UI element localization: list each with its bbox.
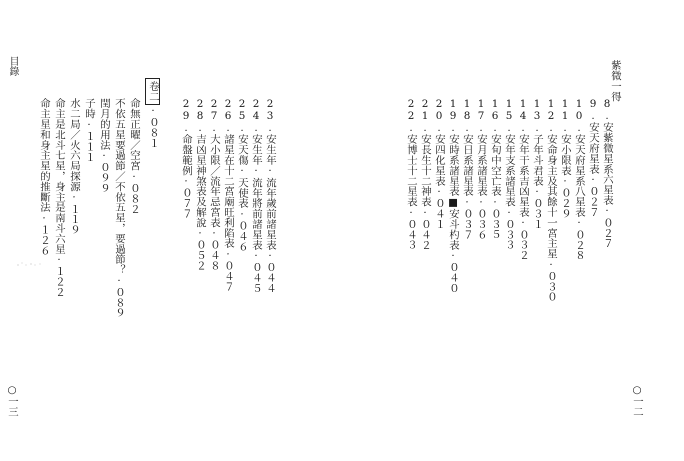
right-page-header: 紫微一得 — [609, 60, 621, 102]
toc-entry: 14.安年干系吉凶星表·０３２ — [517, 98, 529, 261]
toc-entry: 13.子年斗君表·０３１ — [531, 98, 543, 230]
topic-entry: 閏月的用法·０９９ — [98, 98, 110, 194]
toc-entry: 27.大小限／流年忌宮表·０４８ — [208, 98, 220, 271]
toc-entry: 11.安小限表·０２９ — [559, 98, 571, 219]
topic-entry: 命主星和身主星的推斷法·１２６ — [38, 98, 50, 256]
topic-entry: 不依五星要過節／不依五星，要過節？·０８９ — [113, 98, 125, 318]
left-page-number: ○一三 — [6, 384, 18, 417]
right-page-number: ○一二 — [631, 384, 643, 417]
toc-entry: 25.安天傷·天使表·０４６ — [236, 98, 248, 252]
toc-entry: 29.命盤範例·０７７ — [180, 98, 192, 219]
toc-entry: 17.安月系諸星表·０３６ — [475, 98, 487, 240]
toc-entry: 12.安命身主及其餘十一宮主星·０３０ — [545, 98, 557, 302]
toc-entry: 26.諸星在十二宮廟旺利陷表·０４７ — [222, 98, 234, 292]
toc-entry: 20.安四化星表·０４１ — [433, 98, 445, 230]
toc-entry: 19.安時系諸星表■安斗杓表·０４０ — [447, 98, 459, 294]
topic-entry: 命主是北斗七星，身主是南斗六星·１２２ — [53, 98, 65, 298]
toc-entry: 22.安博士十二星表·０４３ — [405, 98, 417, 250]
toc-entry: 16.安旬中空亡表·０３５ — [489, 98, 501, 240]
volume-heading — [145, 78, 160, 148]
toc-entry: 23.安生年·流年歲前諸星表·０４４ — [264, 98, 276, 294]
topic-entry: 子時·１１１ — [83, 98, 95, 162]
toc-entry: 18.安日系諸星表·０３７ — [461, 98, 473, 240]
toc-entry: 28.吉凶星神煞表及解說·０５２ — [194, 98, 206, 271]
toc-entry: 9.安天府星表·０２７ — [587, 98, 599, 218]
toc-entry: 21.安長生十二神表·０４２ — [419, 98, 431, 250]
volume-label: 卷二 — [145, 78, 160, 105]
toc-entry: 24.安生年·流年將前諸星表·０４５ — [250, 98, 262, 294]
topic-entry: 水二局／火六局探源·１１９ — [68, 98, 80, 235]
toc-entry: 15.安年支系諸星表·０３３ — [503, 98, 515, 250]
toc-entry: 8.安紫微星系六星表·０２７ — [601, 98, 613, 249]
left-page-header: 目錄 — [7, 56, 18, 76]
volume-page: ·０８１ — [147, 104, 159, 149]
topic-entry: 命無正曜／空宮·０８２ — [128, 98, 140, 214]
toc-entry: 10.安天府星系八星表·０２８ — [573, 98, 585, 261]
